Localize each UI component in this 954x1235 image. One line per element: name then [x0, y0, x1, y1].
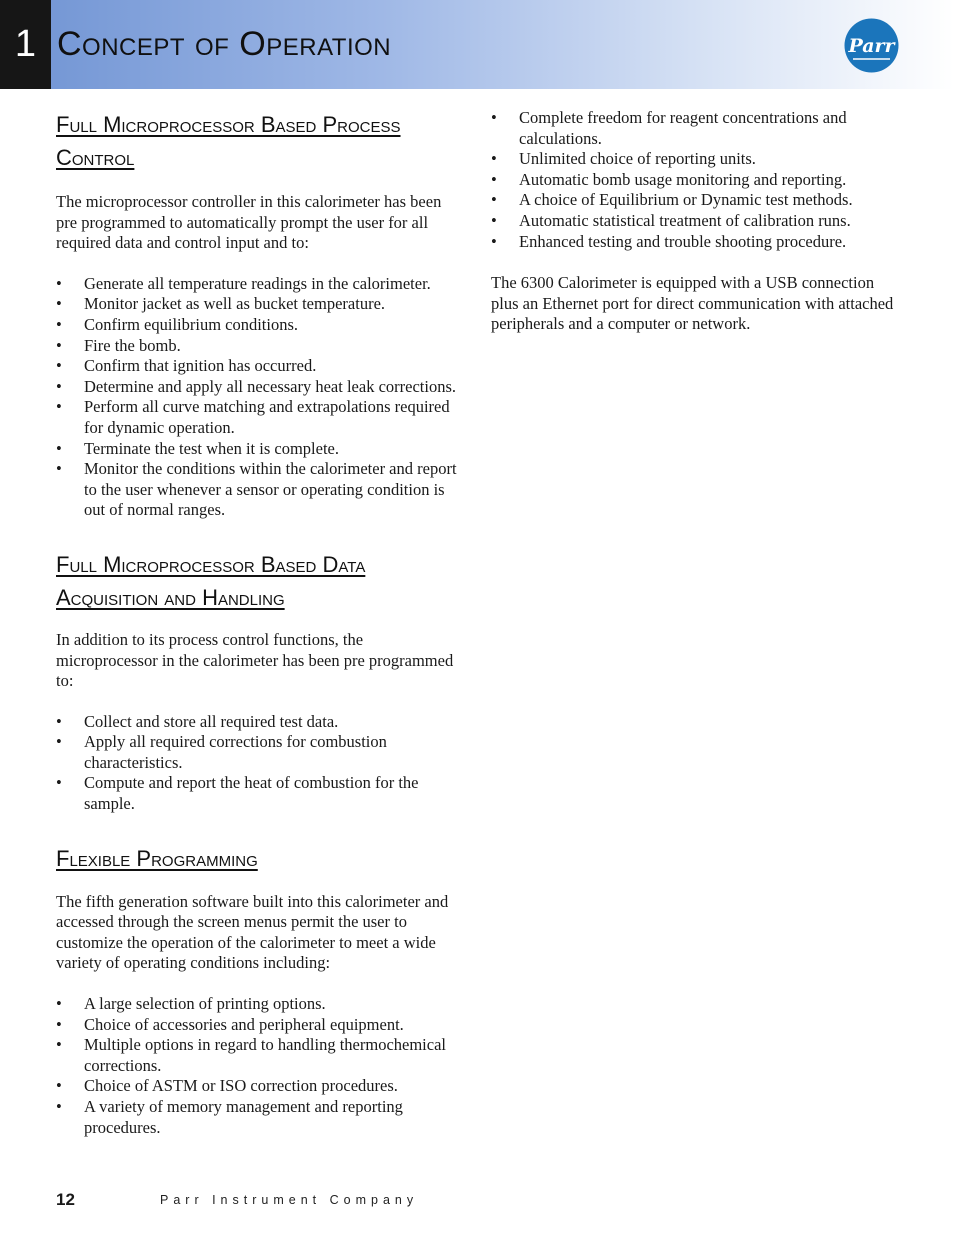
- bullet-list: [56, 712, 461, 815]
- list-item: • Enhanced testing and trouble shooting procedure.: [491, 232, 901, 253]
- list-item: • Confirm equilibrium conditions.: [56, 315, 461, 336]
- list-item: • Determine and apply all necessary heat leak corrections.: [56, 377, 461, 398]
- chapter-title: Concept of Operation: [57, 25, 392, 63]
- bullet-list: [491, 108, 901, 252]
- heading-line: Full Microprocessor Based Process: [56, 112, 401, 137]
- section-heading: [56, 548, 461, 614]
- left-column: [56, 108, 461, 1138]
- parr-logo-icon: [844, 18, 899, 73]
- list-item: • A choice of Equilibrium or Dynamic test methods.: [491, 190, 901, 211]
- right-column: [491, 108, 901, 335]
- section-data-acquisition: [56, 548, 461, 815]
- list-item: • A large selection of printing options.: [56, 994, 461, 1015]
- heading-line: Full Microprocessor Based Data: [56, 551, 366, 577]
- chapter-number: 1: [0, 0, 51, 89]
- section-intro: The fifth generation software built into this calorimeter and accessed through the screen menus permit the user to customize the operation of the calorimeter to meet a wide variety of operating conditions including:: [56, 891, 449, 973]
- list-item: • Terminate the test when it is complete.: [56, 439, 461, 460]
- list-item: • Automatic statistical treatment of calibration runs.: [491, 211, 901, 232]
- bullet-list: [56, 274, 461, 521]
- section-intro: In addition to its process control functions, the microprocessor in the calorimeter has been pre programmed to:: [56, 629, 454, 691]
- bullet-list: [56, 994, 461, 1138]
- list-item: • Generate all temperature readings in the calorimeter.: [56, 274, 461, 295]
- heading-line: Flexible Programming: [56, 845, 258, 871]
- section-flexible-programming: [56, 842, 461, 1139]
- section-heading: [56, 108, 461, 174]
- list-item: • Collect and store all required test data.: [56, 712, 461, 733]
- list-item: • A variety of memory management and reporting procedures.: [56, 1097, 461, 1138]
- list-item: • Automatic bomb usage monitoring and reporting.: [491, 170, 901, 191]
- page-header-band: [0, 0, 954, 89]
- usb-ethernet-paragraph: The 6300 Calorimeter is equipped with a USB connection plus an Ethernet port for direct communication with attached peripherals and a computer or network.: [491, 273, 894, 334]
- list-item: • Perform all curve matching and extrapolations required for dynamic operation.: [56, 397, 461, 438]
- list-item: • Complete freedom for reagent concentrations and calculations.: [491, 108, 901, 149]
- list-item: • Choice of accessories and peripheral equipment.: [56, 1015, 461, 1036]
- heading-line: Acquisition and Handling: [56, 584, 285, 610]
- heading-line: Control: [56, 145, 135, 170]
- list-item: • Monitor the conditions within the calorimeter and report to the user whenever a sensor or operating condition is out of normal ranges.: [56, 459, 461, 521]
- list-item: • Fire the bomb.: [56, 336, 461, 357]
- list-item: • Compute and report the heat of combustion for the sample.: [56, 773, 461, 814]
- logo-text: Parr: [848, 35, 895, 57]
- list-item: • Apply all required corrections for combustion characteristics.: [56, 732, 461, 773]
- list-item: • Monitor jacket as well as bucket temperature.: [56, 294, 461, 315]
- list-item: • Confirm that ignition has occurred.: [56, 356, 461, 377]
- section-process-control: [56, 108, 461, 521]
- footer-company-name: Parr Instrument Company: [160, 1193, 419, 1207]
- list-item: • Multiple options in regard to handling thermochemical corrections.: [56, 1035, 461, 1076]
- list-item: • Unlimited choice of reporting units.: [491, 149, 901, 170]
- section-heading: [56, 842, 461, 875]
- list-item: • Choice of ASTM or ISO correction procedures.: [56, 1076, 461, 1097]
- page-number: 12: [56, 1190, 75, 1209]
- section-intro: The microprocessor controller in this calorimeter has been pre programmed to automatically prompt the user for all required data and control input and to:: [56, 192, 442, 253]
